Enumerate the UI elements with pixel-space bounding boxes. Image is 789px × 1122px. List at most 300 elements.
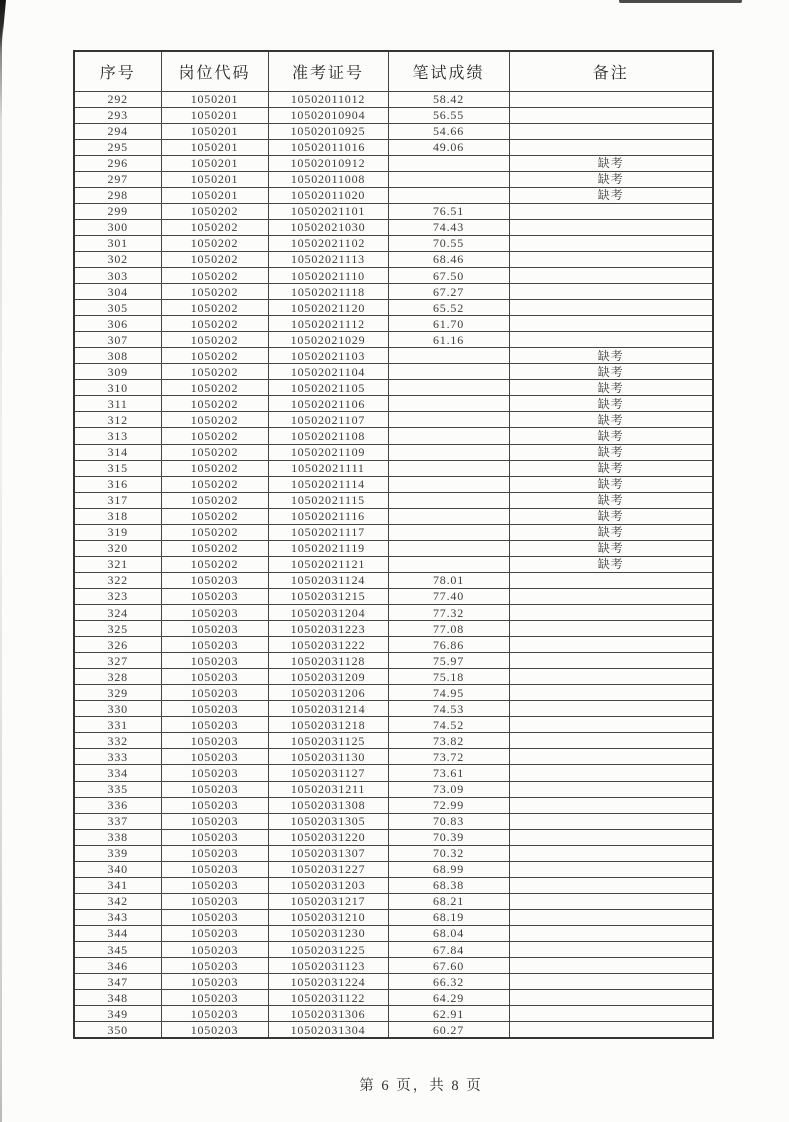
cell-position-code: 1050202 — [161, 284, 268, 300]
cell-remark — [509, 572, 713, 588]
cell-remark: 缺考 — [509, 187, 713, 203]
cell-admission-ticket-number: 10502031224 — [268, 974, 388, 990]
cell-remark — [509, 235, 713, 251]
cell-remark — [509, 813, 713, 829]
cell-remark — [509, 893, 713, 909]
cell-serial-number: 311 — [74, 396, 161, 412]
cell-written-test-score: 73.61 — [388, 765, 509, 781]
table-row — [74, 492, 713, 508]
cell-admission-ticket-number: 10502021118 — [268, 284, 388, 300]
cell-serial-number: 347 — [74, 974, 161, 990]
cell-serial-number: 308 — [74, 348, 161, 364]
page-number-footer: 第 6 页，共 8 页 — [359, 1078, 483, 1094]
table-row — [74, 925, 713, 941]
cell-admission-ticket-number: 10502021109 — [268, 444, 388, 460]
table-row — [74, 171, 713, 187]
cell-remark: 缺考 — [509, 476, 713, 492]
cell-written-test-score — [388, 476, 509, 492]
table-row — [74, 508, 713, 524]
cell-serial-number: 350 — [74, 1022, 161, 1038]
cell-position-code: 1050203 — [161, 974, 268, 990]
cell-written-test-score: 56.55 — [388, 107, 509, 123]
cell-serial-number: 299 — [74, 203, 161, 219]
cell-position-code: 1050202 — [161, 251, 268, 267]
header-admission-ticket-number: 准考证号 — [268, 51, 388, 91]
cell-remark — [509, 203, 713, 219]
table-row — [74, 235, 713, 251]
cell-admission-ticket-number: 10502031125 — [268, 733, 388, 749]
table-row — [74, 155, 713, 171]
table-row — [74, 460, 713, 476]
cell-admission-ticket-number: 10502021113 — [268, 251, 388, 267]
cell-admission-ticket-number: 10502031306 — [268, 1006, 388, 1022]
cell-admission-ticket-number: 10502031307 — [268, 845, 388, 861]
cell-serial-number: 292 — [74, 91, 161, 107]
cell-admission-ticket-number: 10502031225 — [268, 941, 388, 957]
cell-admission-ticket-number: 10502011016 — [268, 139, 388, 155]
cell-serial-number: 328 — [74, 669, 161, 685]
cell-position-code: 1050202 — [161, 364, 268, 380]
cell-serial-number: 337 — [74, 813, 161, 829]
cell-serial-number: 330 — [74, 701, 161, 717]
cell-remark — [509, 1022, 713, 1038]
cell-written-test-score — [388, 428, 509, 444]
cell-admission-ticket-number: 10502021120 — [268, 300, 388, 316]
table-row — [74, 909, 713, 925]
cell-position-code: 1050202 — [161, 540, 268, 556]
cell-remark: 缺考 — [509, 428, 713, 444]
table-row — [74, 396, 713, 412]
table-row — [74, 284, 713, 300]
table-row — [74, 621, 713, 637]
cell-remark — [509, 268, 713, 284]
cell-remark — [509, 251, 713, 267]
cell-admission-ticket-number: 10502031227 — [268, 861, 388, 877]
cell-written-test-score: 77.08 — [388, 621, 509, 637]
cell-remark — [509, 990, 713, 1006]
cell-serial-number: 304 — [74, 284, 161, 300]
cell-position-code: 1050202 — [161, 235, 268, 251]
cell-serial-number: 303 — [74, 268, 161, 284]
table-row — [74, 203, 713, 219]
cell-admission-ticket-number: 10502031223 — [268, 621, 388, 637]
cell-position-code: 1050203 — [161, 621, 268, 637]
cell-serial-number: 348 — [74, 990, 161, 1006]
cell-position-code: 1050203 — [161, 685, 268, 701]
cell-serial-number: 341 — [74, 877, 161, 893]
cell-serial-number: 331 — [74, 717, 161, 733]
cell-serial-number: 335 — [74, 781, 161, 797]
cell-position-code: 1050201 — [161, 155, 268, 171]
cell-written-test-score — [388, 348, 509, 364]
cell-serial-number: 339 — [74, 845, 161, 861]
cell-remark — [509, 974, 713, 990]
table-row — [74, 524, 713, 540]
cell-serial-number: 293 — [74, 107, 161, 123]
cell-admission-ticket-number: 10502021112 — [268, 316, 388, 332]
table-row — [74, 974, 713, 990]
table-row — [74, 717, 713, 733]
cell-serial-number: 322 — [74, 572, 161, 588]
cell-serial-number: 326 — [74, 637, 161, 653]
cell-written-test-score: 62.91 — [388, 1006, 509, 1022]
cell-remark — [509, 781, 713, 797]
cell-position-code: 1050202 — [161, 460, 268, 476]
cell-written-test-score — [388, 556, 509, 572]
cell-position-code: 1050202 — [161, 444, 268, 460]
cell-written-test-score: 68.21 — [388, 893, 509, 909]
table-row — [74, 877, 713, 893]
cell-admission-ticket-number: 10502031218 — [268, 717, 388, 733]
cell-remark — [509, 941, 713, 957]
table-row — [74, 428, 713, 444]
table-row — [74, 813, 713, 829]
cell-position-code: 1050203 — [161, 941, 268, 957]
cell-admission-ticket-number: 10502021108 — [268, 428, 388, 444]
table-row — [74, 733, 713, 749]
cell-position-code: 1050203 — [161, 749, 268, 765]
cell-position-code: 1050203 — [161, 925, 268, 941]
cell-admission-ticket-number: 10502021104 — [268, 364, 388, 380]
cell-written-test-score — [388, 444, 509, 460]
header-row — [74, 51, 713, 91]
cell-serial-number: 329 — [74, 685, 161, 701]
table-row — [74, 572, 713, 588]
cell-serial-number: 344 — [74, 925, 161, 941]
cell-remark — [509, 909, 713, 925]
cell-serial-number: 317 — [74, 492, 161, 508]
cell-position-code: 1050202 — [161, 508, 268, 524]
cell-remark: 缺考 — [509, 155, 713, 171]
cell-position-code: 1050201 — [161, 91, 268, 107]
cell-written-test-score — [388, 380, 509, 396]
cell-written-test-score — [388, 492, 509, 508]
table-row — [74, 990, 713, 1006]
cell-position-code: 1050201 — [161, 139, 268, 155]
scan-artifact-top-left-corner — [0, 0, 6, 48]
cell-written-test-score: 49.06 — [388, 139, 509, 155]
cell-position-code: 1050203 — [161, 572, 268, 588]
cell-admission-ticket-number: 10502021114 — [268, 476, 388, 492]
cell-written-test-score: 72.99 — [388, 797, 509, 813]
cell-written-test-score: 68.46 — [388, 251, 509, 267]
cell-position-code: 1050203 — [161, 990, 268, 1006]
cell-admission-ticket-number: 10502031203 — [268, 877, 388, 893]
cell-remark — [509, 925, 713, 941]
table-row — [74, 861, 713, 877]
cell-written-test-score: 61.70 — [388, 316, 509, 332]
cell-remark — [509, 107, 713, 123]
cell-written-test-score: 74.53 — [388, 701, 509, 717]
cell-serial-number: 338 — [74, 829, 161, 845]
cell-remark — [509, 845, 713, 861]
cell-position-code: 1050203 — [161, 845, 268, 861]
cell-written-test-score: 78.01 — [388, 572, 509, 588]
table-row — [74, 139, 713, 155]
cell-remark — [509, 284, 713, 300]
table-row — [74, 219, 713, 235]
cell-admission-ticket-number: 10502011012 — [268, 91, 388, 107]
cell-admission-ticket-number: 10502011020 — [268, 187, 388, 203]
cell-remark — [509, 829, 713, 845]
cell-serial-number: 295 — [74, 139, 161, 155]
table-row — [74, 605, 713, 621]
cell-written-test-score: 64.29 — [388, 990, 509, 1006]
cell-written-test-score: 67.50 — [388, 268, 509, 284]
cell-admission-ticket-number: 10502021111 — [268, 460, 388, 476]
cell-admission-ticket-number: 10502021030 — [268, 219, 388, 235]
table-row — [74, 300, 713, 316]
table-row — [74, 829, 713, 845]
cell-remark: 缺考 — [509, 444, 713, 460]
cell-admission-ticket-number: 10502021121 — [268, 556, 388, 572]
cell-remark — [509, 733, 713, 749]
cell-remark — [509, 797, 713, 813]
table-row — [74, 797, 713, 813]
cell-serial-number: 327 — [74, 653, 161, 669]
cell-serial-number: 310 — [74, 380, 161, 396]
cell-serial-number: 300 — [74, 219, 161, 235]
cell-position-code: 1050202 — [161, 428, 268, 444]
cell-remark — [509, 91, 713, 107]
cell-written-test-score: 77.40 — [388, 588, 509, 604]
cell-written-test-score: 74.95 — [388, 685, 509, 701]
cell-position-code: 1050203 — [161, 588, 268, 604]
header-position-code: 岗位代码 — [161, 51, 268, 91]
table-row — [74, 91, 713, 107]
cell-written-test-score: 65.52 — [388, 300, 509, 316]
cell-serial-number: 336 — [74, 797, 161, 813]
cell-admission-ticket-number: 10502021029 — [268, 332, 388, 348]
cell-remark: 缺考 — [509, 171, 713, 187]
cell-position-code: 1050202 — [161, 556, 268, 572]
cell-serial-number: 323 — [74, 588, 161, 604]
cell-serial-number: 298 — [74, 187, 161, 203]
cell-admission-ticket-number: 10502021116 — [268, 508, 388, 524]
table-row — [74, 412, 713, 428]
cell-admission-ticket-number: 10502010925 — [268, 123, 388, 139]
cell-position-code: 1050202 — [161, 380, 268, 396]
table-row — [74, 958, 713, 974]
cell-admission-ticket-number: 10502031206 — [268, 685, 388, 701]
cell-remark — [509, 637, 713, 653]
cell-admission-ticket-number: 10502031128 — [268, 653, 388, 669]
cell-serial-number: 325 — [74, 621, 161, 637]
cell-serial-number: 312 — [74, 412, 161, 428]
table-row — [74, 637, 713, 653]
cell-position-code: 1050201 — [161, 187, 268, 203]
cell-remark: 缺考 — [509, 540, 713, 556]
cell-remark — [509, 139, 713, 155]
cell-remark — [509, 877, 713, 893]
cell-admission-ticket-number: 10502021115 — [268, 492, 388, 508]
cell-admission-ticket-number: 10502021117 — [268, 524, 388, 540]
cell-position-code: 1050203 — [161, 717, 268, 733]
cell-written-test-score: 75.97 — [388, 653, 509, 669]
cell-position-code: 1050202 — [161, 524, 268, 540]
cell-admission-ticket-number: 10502021105 — [268, 380, 388, 396]
table-row — [74, 476, 713, 492]
cell-admission-ticket-number: 10502031211 — [268, 781, 388, 797]
table-row — [74, 685, 713, 701]
cell-admission-ticket-number: 10502021107 — [268, 412, 388, 428]
cell-remark — [509, 123, 713, 139]
cell-serial-number: 334 — [74, 765, 161, 781]
cell-written-test-score: 77.32 — [388, 605, 509, 621]
cell-written-test-score: 60.27 — [388, 1022, 509, 1038]
cell-remark: 缺考 — [509, 508, 713, 524]
cell-written-test-score: 76.51 — [388, 203, 509, 219]
cell-position-code: 1050203 — [161, 813, 268, 829]
cell-written-test-score: 70.83 — [388, 813, 509, 829]
cell-admission-ticket-number: 10502021103 — [268, 348, 388, 364]
cell-admission-ticket-number: 10502031304 — [268, 1022, 388, 1038]
cell-written-test-score: 73.82 — [388, 733, 509, 749]
cell-written-test-score: 58.42 — [388, 91, 509, 107]
cell-remark — [509, 1006, 713, 1022]
cell-serial-number: 296 — [74, 155, 161, 171]
cell-admission-ticket-number: 10502031123 — [268, 958, 388, 974]
scan-artifact-left-edge — [0, 0, 2, 1122]
cell-written-test-score: 54.66 — [388, 123, 509, 139]
cell-remark — [509, 588, 713, 604]
cell-position-code: 1050202 — [161, 492, 268, 508]
cell-remark: 缺考 — [509, 492, 713, 508]
cell-remark — [509, 701, 713, 717]
cell-position-code: 1050203 — [161, 829, 268, 845]
cell-serial-number: 318 — [74, 508, 161, 524]
cell-serial-number: 316 — [74, 476, 161, 492]
cell-position-code: 1050203 — [161, 669, 268, 685]
table-row — [74, 187, 713, 203]
cell-written-test-score: 73.72 — [388, 749, 509, 765]
table-row — [74, 845, 713, 861]
cell-position-code: 1050201 — [161, 123, 268, 139]
cell-position-code: 1050203 — [161, 861, 268, 877]
results-table-body — [74, 91, 713, 1038]
cell-remark — [509, 300, 713, 316]
cell-remark — [509, 219, 713, 235]
cell-admission-ticket-number: 10502021106 — [268, 396, 388, 412]
cell-written-test-score — [388, 524, 509, 540]
cell-written-test-score: 67.60 — [388, 958, 509, 974]
table-row — [74, 893, 713, 909]
cell-serial-number: 332 — [74, 733, 161, 749]
cell-admission-ticket-number: 10502031305 — [268, 813, 388, 829]
cell-written-test-score: 68.04 — [388, 925, 509, 941]
cell-position-code: 1050203 — [161, 1022, 268, 1038]
cell-position-code: 1050201 — [161, 171, 268, 187]
table-row — [74, 251, 713, 267]
cell-written-test-score: 66.32 — [388, 974, 509, 990]
table-row — [74, 332, 713, 348]
cell-admission-ticket-number: 10502031222 — [268, 637, 388, 653]
header-remarks: 备注 — [509, 51, 713, 91]
cell-remark — [509, 316, 713, 332]
header-serial-number: 序号 — [74, 51, 161, 91]
cell-serial-number: 321 — [74, 556, 161, 572]
cell-position-code: 1050201 — [161, 107, 268, 123]
cell-admission-ticket-number: 10502031220 — [268, 829, 388, 845]
cell-remark — [509, 653, 713, 669]
cell-admission-ticket-number: 10502021101 — [268, 203, 388, 219]
exam-results-table — [73, 50, 714, 1039]
cell-admission-ticket-number: 10502021102 — [268, 235, 388, 251]
cell-remark — [509, 749, 713, 765]
cell-admission-ticket-number: 10502031130 — [268, 749, 388, 765]
table-row — [74, 701, 713, 717]
cell-serial-number: 302 — [74, 251, 161, 267]
table-row — [74, 1006, 713, 1022]
table-row — [74, 781, 713, 797]
cell-position-code: 1050202 — [161, 476, 268, 492]
cell-position-code: 1050202 — [161, 268, 268, 284]
cell-position-code: 1050203 — [161, 765, 268, 781]
table-row — [74, 941, 713, 957]
cell-written-test-score: 74.52 — [388, 717, 509, 733]
table-row — [74, 1022, 713, 1038]
cell-written-test-score: 68.99 — [388, 861, 509, 877]
cell-admission-ticket-number: 10502031217 — [268, 893, 388, 909]
cell-written-test-score — [388, 171, 509, 187]
cell-written-test-score: 68.38 — [388, 877, 509, 893]
cell-serial-number: 315 — [74, 460, 161, 476]
cell-admission-ticket-number: 10502011008 — [268, 171, 388, 187]
table-row — [74, 268, 713, 284]
cell-serial-number: 297 — [74, 171, 161, 187]
cell-position-code: 1050202 — [161, 348, 268, 364]
cell-position-code: 1050203 — [161, 605, 268, 621]
cell-position-code: 1050203 — [161, 653, 268, 669]
cell-serial-number: 345 — [74, 941, 161, 957]
cell-serial-number: 342 — [74, 893, 161, 909]
cell-position-code: 1050202 — [161, 300, 268, 316]
cell-admission-ticket-number: 10502010904 — [268, 107, 388, 123]
cell-written-test-score: 73.09 — [388, 781, 509, 797]
cell-remark: 缺考 — [509, 412, 713, 428]
cell-remark — [509, 605, 713, 621]
cell-position-code: 1050202 — [161, 219, 268, 235]
scan-artifact-top-streak — [619, 0, 742, 3]
cell-admission-ticket-number: 10502021110 — [268, 268, 388, 284]
table-row — [74, 444, 713, 460]
cell-written-test-score: 76.86 — [388, 637, 509, 653]
cell-position-code: 1050203 — [161, 909, 268, 925]
cell-admission-ticket-number: 10502031204 — [268, 605, 388, 621]
cell-position-code: 1050203 — [161, 958, 268, 974]
cell-serial-number: 340 — [74, 861, 161, 877]
cell-written-test-score: 70.32 — [388, 845, 509, 861]
table-row — [74, 669, 713, 685]
cell-serial-number: 324 — [74, 605, 161, 621]
cell-remark — [509, 765, 713, 781]
cell-remark: 缺考 — [509, 396, 713, 412]
table-row — [74, 316, 713, 332]
cell-admission-ticket-number: 10502031308 — [268, 797, 388, 813]
cell-serial-number: 301 — [74, 235, 161, 251]
cell-admission-ticket-number: 10502031122 — [268, 990, 388, 1006]
cell-written-test-score: 67.27 — [388, 284, 509, 300]
table-row — [74, 123, 713, 139]
cell-written-test-score: 68.19 — [388, 909, 509, 925]
cell-written-test-score — [388, 540, 509, 556]
cell-serial-number: 313 — [74, 428, 161, 444]
cell-remark — [509, 332, 713, 348]
cell-serial-number: 333 — [74, 749, 161, 765]
cell-written-test-score: 61.16 — [388, 332, 509, 348]
cell-remark: 缺考 — [509, 460, 713, 476]
cell-written-test-score: 75.18 — [388, 669, 509, 685]
